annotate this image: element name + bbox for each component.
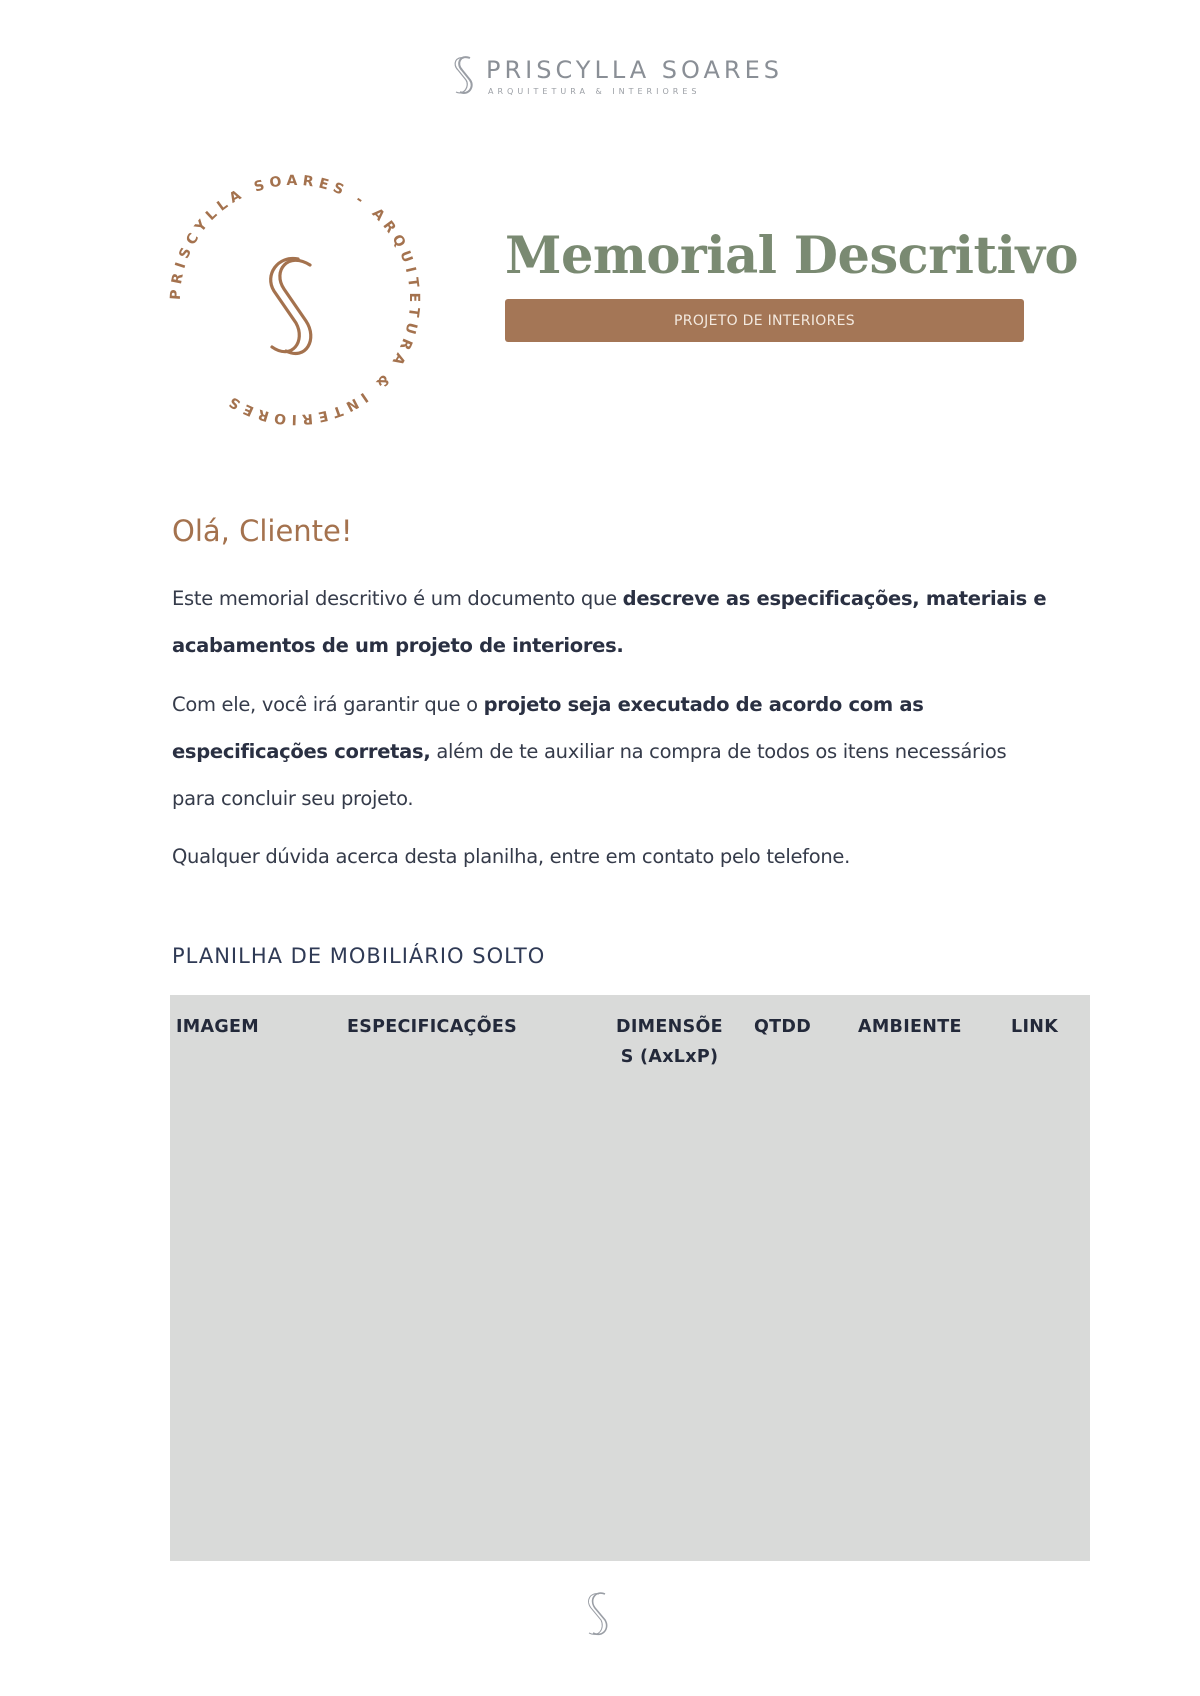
column-header-ambiente: AMBIENTE bbox=[858, 1017, 962, 1037]
purpose-text-a: Com ele, você irá garantir que o bbox=[172, 693, 484, 716]
project-type-band bbox=[505, 299, 1024, 342]
seal-ring-text: PRISCYLLA SOARES - ARQUITETURA & INTERIORES bbox=[167, 172, 423, 428]
furniture-table bbox=[170, 995, 1090, 1561]
brand-name: PRISCYLLA SOARES bbox=[486, 56, 783, 84]
column-header-dimensoes-line1: DIMENSÕE bbox=[616, 1017, 723, 1037]
column-header-especificacoes: ESPECIFICAÇÕES bbox=[347, 1017, 518, 1037]
circular-seal-logo bbox=[160, 165, 430, 435]
intro-emphasis: descreve as especificações, materiais e acabamentos de um projeto de interiores. bbox=[172, 587, 1047, 657]
column-header-imagem: IMAGEM bbox=[176, 1017, 260, 1037]
column-header-qtdd: QTDD bbox=[754, 1017, 812, 1037]
column-header-dimensoes-line2: S (AxLxP) bbox=[620, 1047, 719, 1067]
column-header-dimensoes bbox=[602, 1012, 737, 1072]
sheet-title: PLANILHA DE MOBILIÁRIO SOLTO bbox=[172, 944, 546, 968]
purpose-emphasis: projeto seja executado de acordo com as especificações corretas, bbox=[172, 693, 924, 763]
svg-text:PRISCYLLA SOARES - ARQUITETURA bbox=[168, 173, 422, 427]
intro-text: Este memorial descritivo é um documento que bbox=[172, 587, 623, 610]
intro-paragraph bbox=[172, 575, 1052, 669]
document-title: Memorial Descritivo bbox=[505, 226, 1079, 286]
seal-monogram-icon bbox=[271, 258, 311, 353]
purpose-text-b: além de te auxiliar na compra de todos os itens necessários para concluir seu projeto. bbox=[172, 740, 1007, 810]
header-logo bbox=[450, 52, 783, 100]
brand-tagline: ARQUITETURA & INTERIORES bbox=[488, 87, 701, 96]
purpose-paragraph bbox=[172, 681, 1052, 822]
brand-monogram-icon bbox=[450, 52, 480, 100]
greeting-heading: Olá, Cliente! bbox=[172, 514, 353, 548]
contact-paragraph: Qualquer dúvida acerca desta planilha, entre em contato pelo telefone. bbox=[172, 845, 851, 868]
footer-monogram-icon bbox=[583, 1588, 617, 1640]
project-type-label: PROJETO DE INTERIORES bbox=[674, 312, 855, 329]
column-header-link: LINK bbox=[1011, 1017, 1059, 1037]
